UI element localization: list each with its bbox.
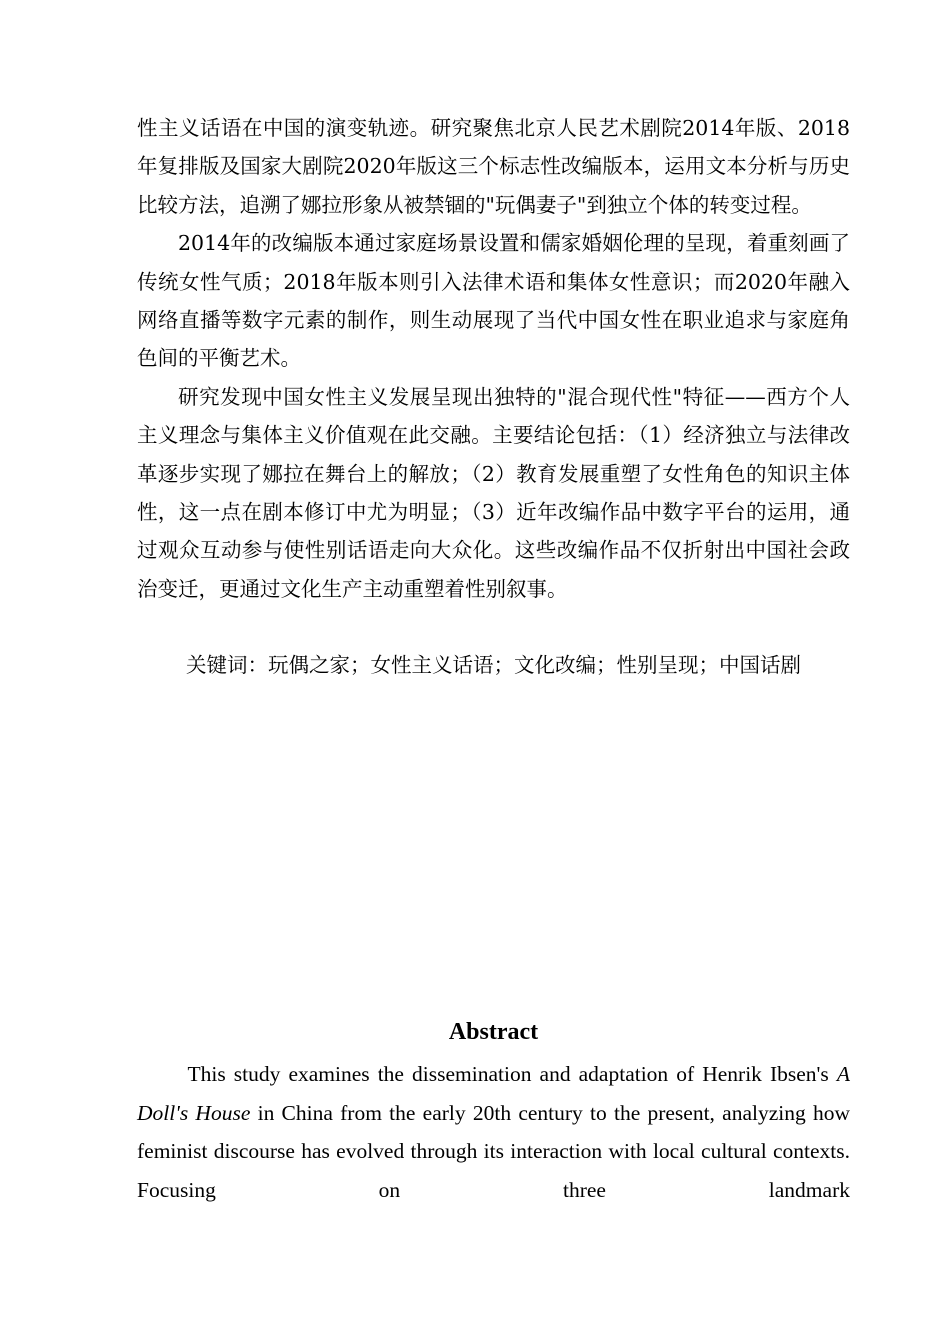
keyword-item: 文化改编 [514, 653, 596, 678]
keywords-label: 关键词： [186, 653, 268, 678]
keyword-separator: ； [350, 653, 371, 678]
english-abstract-text-start: This study examines the dissemination and adaptation of Henrik Ibsen's [187, 1062, 837, 1086]
keyword-separator: ； [698, 653, 719, 678]
english-abstract-paragraph [137, 1055, 850, 1209]
keywords-line [137, 646, 850, 684]
abstract-heading: Abstract [448, 1019, 539, 1045]
keyword-item: 女性主义话语 [370, 653, 494, 678]
keyword-separator: ； [596, 653, 617, 678]
keyword-separator: ； [493, 653, 514, 678]
chinese-abstract-paragraph-2: 2014年的改编版本通过家庭场景设置和儒家婚姻伦理的呈现，着重刻画了传统女性气质；2018年版本则引入法律术语和集体女性意识；而2020年融入网络直播等数字元素的制作，则生动展现了当代中国女性在职业追求与家庭角色间的平衡艺术。 [137, 231, 850, 371]
chinese-abstract-paragraph-1: 性主义话语在中国的演变轨迹。研究聚焦北京人民艺术剧院2014年版、2018年复排版及国家大剧院2020年版这三个标志性改编版本，运用文本分析与历史比较方法，追溯了娜拉形象从被禁锢的"玩偶妻子"到独立个体的转变过程。 [137, 116, 850, 217]
keyword-item: 性别呈现 [616, 653, 699, 678]
document-page [137, 109, 850, 1202]
keyword-item: 玩偶之家 [268, 653, 350, 678]
chinese-abstract-paragraph-3: 研究发现中国女性主义发展呈现出独特的"混合现代性"特征——西方个人主义理念与集体主义价值观在此交融。主要结论包括：（1）经济独立与法律改革逐步实现了娜拉在舞台上的解放；（2）教育发展重塑了女性角色的知识主体性，这一点在剧本修订中尤为明显；（3）近年改编作品中数字平台的运用，通过观众互动参与使性别话语走向大众化。这些改编作品不仅折射出中国社会政治变迁，更通过文化生产主动重塑着性别叙事。 [137, 384, 850, 601]
english-abstract-text-end: in China from the early 20th century to the present, analyzing how feminist discourse has evolved through its interaction with local cultural contexts. Focusing on three landmark [137, 1100, 850, 1202]
keyword-item: 中国话剧 [719, 653, 801, 678]
work-title: A Doll's House [137, 1062, 850, 1125]
